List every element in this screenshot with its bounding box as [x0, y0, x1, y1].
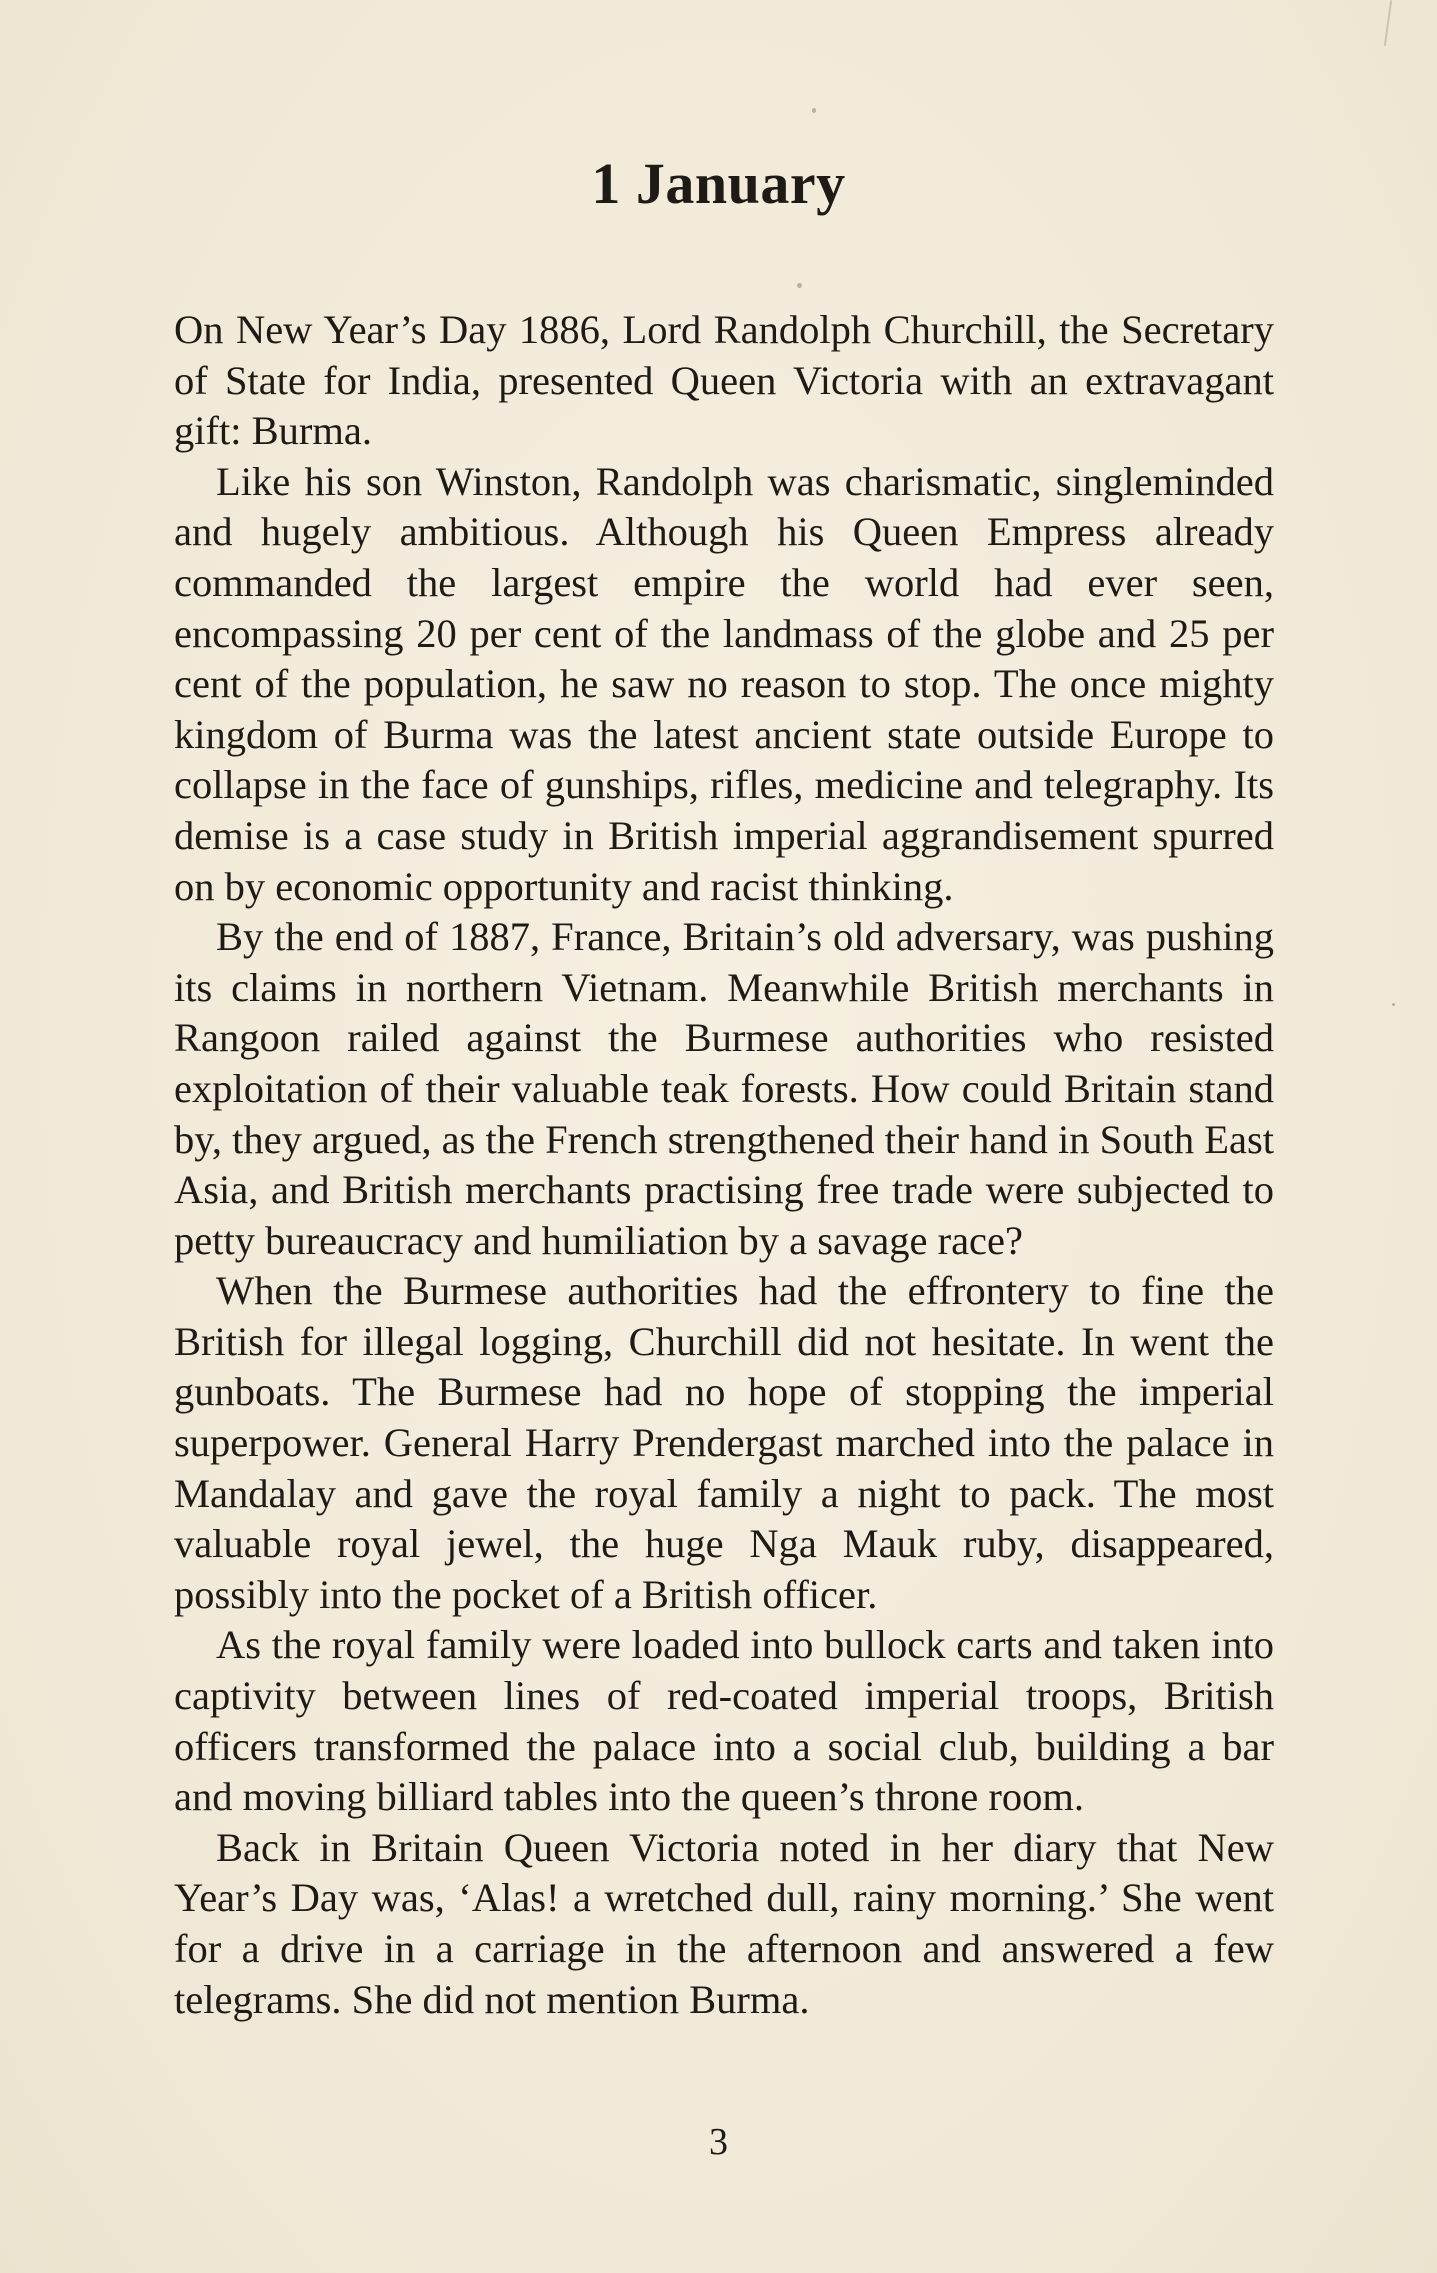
paragraph: By the end of 1887, France, Britain’s old adversary, was pushing its claims in northern Vietnam. Meanwhile British merchants in Rangoon railed against the Burmese authorities who resisted exploitation of their valuable teak forests. How could Britain stand by, they argued, as the French strengthened their hand in South East Asia, and British merchants practising free trade were subjected to petty bureaucracy and humiliation by a savage race? [174, 914, 1274, 1263]
page-edge-mark [1384, 0, 1392, 46]
paragraph: Back in Britain Queen Victoria noted in her diary that New Year’s Day was, ‘Alas! a wretched dull, rainy morning.’ She went for a drive in a carriage in the afternoon and answered a few telegrams. She did not mention Burma. [174, 1824, 1274, 2022]
chapter-title: 1 January [591, 151, 846, 216]
paper-speck [797, 283, 802, 288]
paragraph: As the royal family were loaded into bullock carts and taken into captivity between lines of red-coated imperial troops, British officers transformed the palace into a social club, building a bar and moving billiard tables into the queen’s throne room. [174, 1622, 1274, 1820]
paper-speck [1392, 1003, 1395, 1006]
paragraph: When the Burmese authorities had the effrontery to fine the British for illegal logging, Churchill did not hesitate. In went the gunboats. The Burmese had no hope of stopping the imperial superpower. General Harry Prendergast marched into the palace in Mandalay and gave the royal family a night to pack. The most valuable royal jewel, the huge Nga Mauk ruby, disappeared, possibly into the pocket of a British officer. [174, 1268, 1274, 1617]
body-text [174, 305, 1274, 2025]
paper-speck [812, 108, 816, 113]
page-number: 3 [709, 2121, 728, 2163]
paragraph: On New Year’s Day 1886, Lord Randolph Churchill, the Secretary of State for India, presented Queen Victoria with an extravagant gift: Burma. [174, 307, 1274, 454]
paragraph: Like his son Winston, Randolph was charismatic, singleminded and hugely ambitious. Although his Queen Empress already commanded the largest empire the world had ever seen, encompassing 20 per cent of the landmass of the globe and 25 per cent of the population, he saw no reason to stop. The once mighty kingdom of Burma was the latest ancient state outside Europe to collapse in the face of gunships, rifles, medicine and telegraphy. Its demise is a case study in British imperial aggrandisement spurred on by economic opportunity and racist thinking. [174, 458, 1274, 909]
